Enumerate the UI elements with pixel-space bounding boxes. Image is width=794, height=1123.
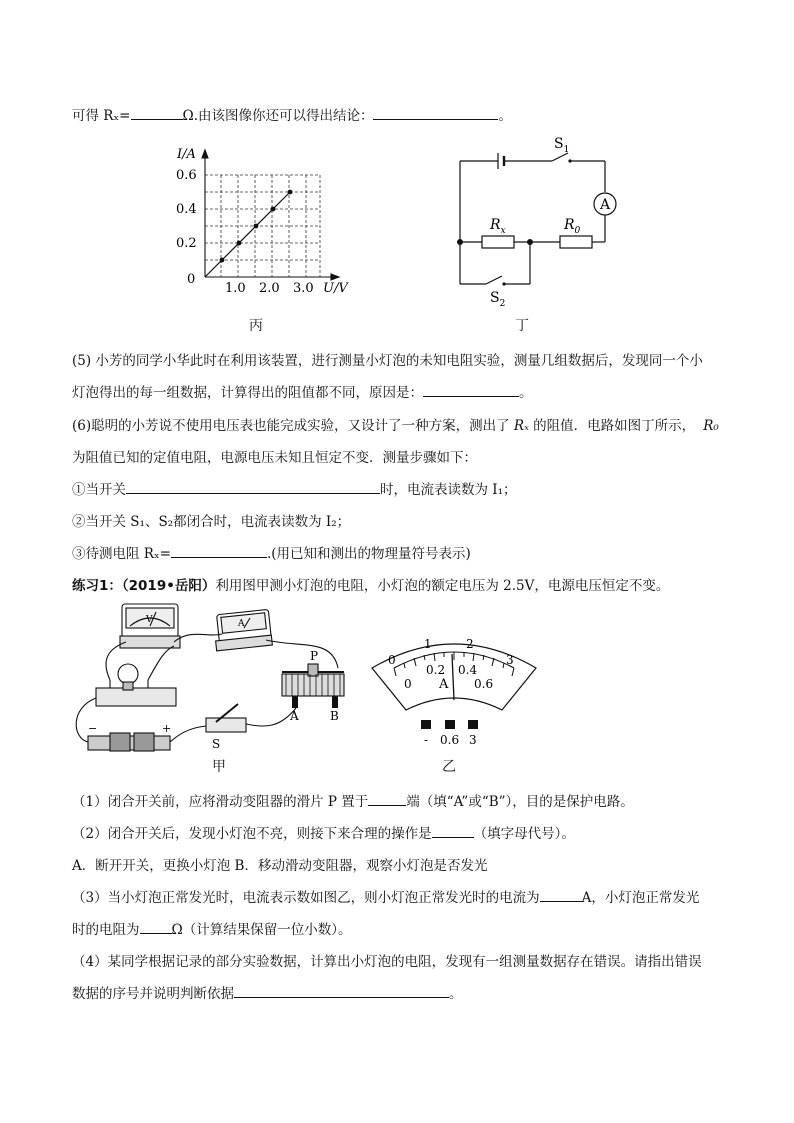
rx-label: $R_x$ — [490, 217, 506, 236]
outer-scale-label: 2 — [466, 637, 474, 651]
battery-plus-label: + — [162, 722, 172, 735]
switch-s1-label: $S_1$ — [554, 136, 570, 155]
dial-pointer — [452, 654, 454, 700]
dial-unit-label: A — [439, 677, 449, 692]
answer-blank[interactable] — [540, 889, 582, 902]
switch-s-label: S — [212, 737, 221, 751]
r0-label: $R_0$ — [564, 217, 581, 236]
answer-blank[interactable] — [234, 985, 449, 998]
answer-blank[interactable] — [368, 793, 406, 806]
inner-scale-label: 0 — [404, 677, 412, 691]
figure-jia — [70, 598, 370, 768]
origin-label: 0 — [187, 272, 196, 287]
data-point — [254, 224, 259, 229]
intro-line: 可得 Rₓ= Ω.由该图像你还可以得出结论： 。 — [72, 108, 512, 124]
terminal-3 — [468, 720, 478, 729]
outer-scale-label: 0 — [388, 653, 396, 667]
lamp-bulb-icon — [118, 664, 138, 684]
terminal-label: 0.6 — [440, 733, 460, 747]
x-tick-label: 3.0 — [293, 281, 314, 296]
ammeter-label: A — [238, 619, 245, 629]
answer-blank-conclusion[interactable] — [373, 107, 498, 120]
data-point — [220, 258, 225, 263]
lamp-board — [96, 688, 176, 706]
x-tick-label: 1.0 — [225, 281, 246, 296]
ammeter-label: A — [600, 197, 611, 213]
figure-caption-yi: 乙 — [442, 759, 456, 775]
figure-caption-jia: 甲 — [212, 759, 226, 775]
answer-blank-rx-expression[interactable] — [171, 545, 267, 558]
inner-scale-label: 0.4 — [458, 663, 478, 677]
x-tick-label: 2.0 — [259, 281, 280, 296]
circuit-ding — [440, 134, 630, 314]
question-4-cont: 数据的序号并说明判断依据 。 — [72, 986, 463, 1002]
switch-s2-blade — [486, 276, 502, 284]
figure-caption-ding: 丁 — [515, 318, 529, 334]
battery-minus-label: − — [88, 722, 98, 735]
question-3: （3）当小灯泡正常发光时，电流表示数如图乙，则小灯泡正常发光时的电流为 A，小灯泡正常发光 — [72, 890, 700, 906]
question-2-options: A．断开开关，更换小灯泡 B．移动滑动变阻器，观察小灯泡是否发光 — [72, 858, 488, 874]
resistor-r0 — [560, 236, 592, 248]
figure-yi-dial — [368, 628, 540, 756]
data-point — [237, 241, 242, 246]
q5-line2: 灯泡得出的每一组数据，计算得出的阻值都不同，原因是： 。 — [72, 385, 533, 401]
terminal-label: 3 — [469, 733, 477, 747]
x-axis-arrow — [331, 274, 339, 280]
series-line — [205, 192, 290, 277]
terminal-b-label: B — [330, 709, 339, 723]
q6-line1: (6)聪明的小芳说不使用电压表也能完成实验，又设计了一种方案，测出了 Rₓ 的阻值．电路如图丁所示， R₀ — [72, 418, 719, 434]
q6-line2: 为阻值已知的定值电阻，电源电压未知且恒定不变．测量步骤如下： — [72, 450, 477, 466]
answer-blank-rx[interactable] — [131, 107, 183, 120]
answer-blank-switch-state[interactable] — [126, 481, 380, 494]
graph-bing — [165, 140, 365, 300]
question-1: （1）闭合开关前，应将滑动变阻器的滑片 P 置于 端（填“A”或“B”），目的是保护电路。 — [72, 794, 634, 810]
answer-blank[interactable] — [140, 921, 172, 934]
terminal-label: - — [424, 733, 429, 747]
outer-scale-label: 3 — [506, 653, 514, 667]
slider-p-label: P — [310, 649, 319, 663]
resistor-rx — [482, 236, 514, 248]
terminal-0.6 — [445, 720, 455, 729]
practice-heading: 练习1：（2019•岳阳）利用图甲测小灯泡的电阻，小灯泡的额定电压为 2.5V，电源电压恒定不变。 — [72, 578, 670, 594]
y-axis-arrow — [202, 150, 208, 158]
voltmeter-label: V — [146, 615, 153, 625]
question-2: （2）闭合开关后，发现小灯泡不亮，则接下来合理的操作是 （填字母代号）。 — [72, 826, 575, 842]
terminal-minus — [421, 720, 431, 729]
y-tick-label: 0.6 — [176, 168, 197, 183]
outer-scale-label: 1 — [424, 637, 432, 651]
terminal-a-label: A — [290, 709, 299, 723]
q6-step1: ①当开关 时，电流表读数为 I₁； — [72, 482, 517, 498]
question-4: （4）某同学根据记录的部分实验数据，计算出小灯泡的电阻，发现有一组测量数据存在错误。请指出错误 — [72, 954, 702, 970]
rheostat-icon — [282, 674, 344, 696]
y-tick-label: 0.4 — [176, 202, 197, 217]
data-point — [288, 190, 293, 195]
q5-line1: (5) 小芳的同学小华此时在利用该装置，进行测量小灯泡的未知电阻实验，测量几组数据后，发现同一个小 — [72, 353, 703, 369]
question-3-cont: 时的电阻为 Ω（计算结果保留一位小数）。 — [72, 922, 352, 938]
switch-icon — [206, 718, 246, 732]
q6-step2: ②当开关 S₁、S₂都闭合时，电流表读数为 I₂； — [72, 514, 351, 530]
x-axis-label: U/V — [323, 281, 348, 296]
figure-caption-bing: 丙 — [249, 318, 263, 334]
y-tick-label: 0.2 — [176, 236, 197, 251]
y-axis-label: I/A — [177, 147, 196, 162]
inner-scale-label: 0.6 — [474, 677, 494, 691]
q6-step3: ③待测电阻 Rₓ= .(用已知和测出的物理量符号表示) — [72, 546, 471, 562]
answer-blank[interactable] — [432, 825, 474, 838]
inner-scale-label: 0.2 — [426, 663, 446, 677]
switch-s2-label: $S_2$ — [490, 290, 506, 309]
answer-blank-reason[interactable] — [423, 384, 519, 397]
practice-label: 练习1：（2019•岳阳） — [72, 578, 216, 594]
data-point — [271, 207, 276, 212]
